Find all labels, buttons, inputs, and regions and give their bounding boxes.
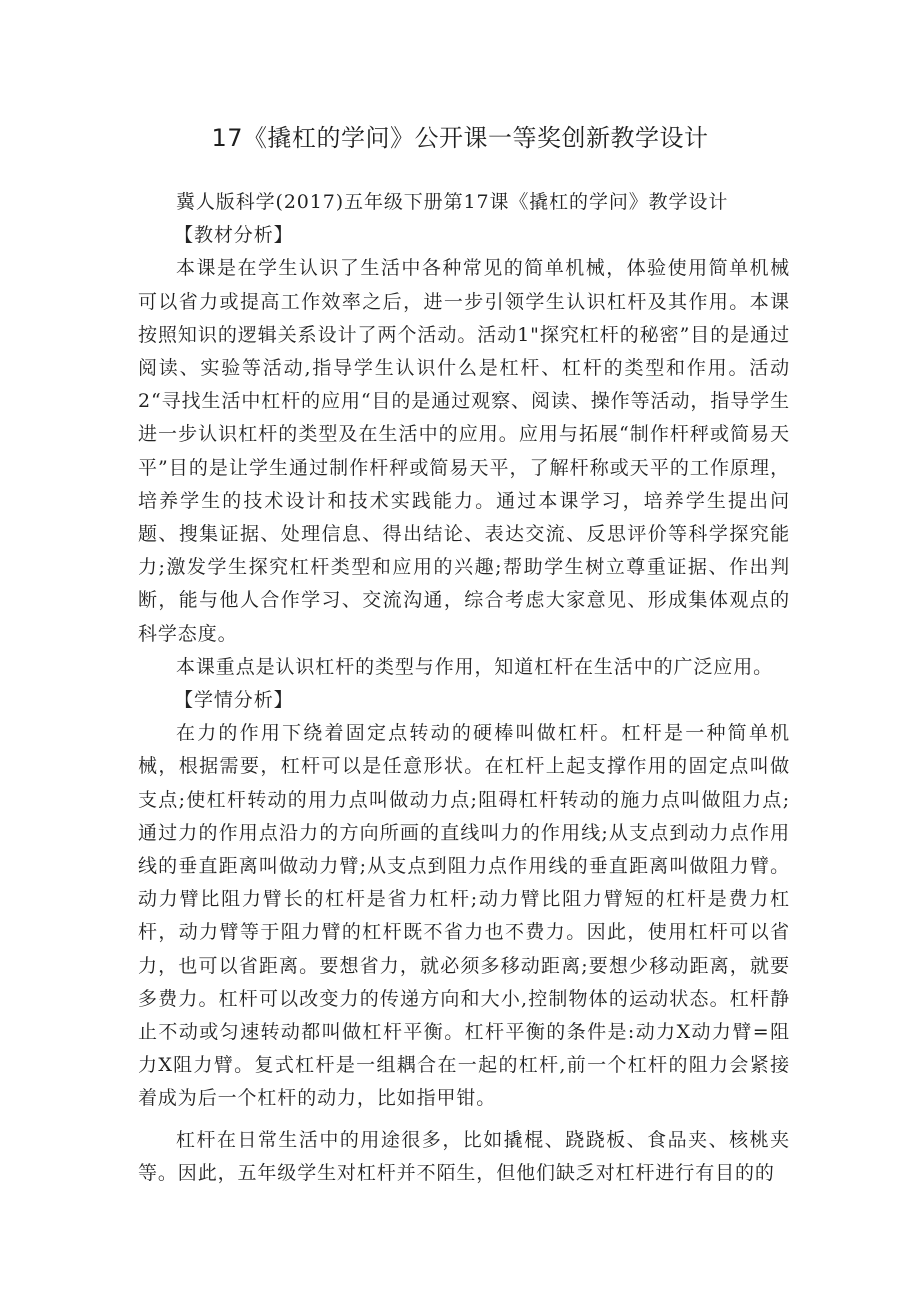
paragraph-lever-daily-use: 杠杆在日常生活中的用途很多，比如撬棍、跷跷板、食品夹、核桃夹等。因此，五年级学生对杠杆并不陌生，但他们缺乏对杠杆进行有目的的 [138,1128,790,1184]
section-heading-student-analysis: 【学情分析】 [174,689,294,712]
document-title: 17《撬杠的学问》公开课一等奖创新教学设计 [211,124,709,152]
paragraph-lever-definition: 在力的作用下绕着固定点转动的硬棒叫做杠杆。杠杆是一种简单机械，根据需要，杠杆可以是任意形状。在杠杆上起支撑作用的固定点叫做支点;使杠杆转动的用力点叫做动力点;阻碍杠杆转动的施力点叫做阻力点;通过力的作用点沿力的方向所画的直线叫力的作用线;从支点到动力点作用线的垂直距离叫做动力臂;从支点到阻力点作用线的垂直距离叫做阻力臂。动力臂比阻力臂长的杠杆是省力杠杆;动力臂比阻力臂短的杠杆是费力杠杆，动力臂等于阻力臂的杠杆既不省力也不费力。因此，使用杠杆可以省力，也可以省距离。要想省力，就必须多移动距离;要想少移动距离，就要多费力。杠杆可以改变力的传递方向和大小,控制物体的运动状态。杠杆静止不动或匀速转动都叫做杠杆平衡。杠杆平衡的条件是:动力X动力臂=阻力X阻力臂。复式杠杆是一组耦合在一起的杠杆,前一个杠杆的阻力会紧接着成为后一个杠杆的动力，比如指甲钳。 [138,722,790,1110]
document-subtitle: 冀人版科学(2017)五年级下册第17课《撬杠的学问》教学设计 [176,191,729,213]
document-body [138,186,790,1190]
paragraph-lesson-focus: 本课重点是认识杠杆的类型与作用，知道杠杆在生活中的广泛应用。 [176,655,774,678]
paragraph-textbook-analysis: 本课是在学生认识了生活中各种常见的简单机械，体验使用简单机械可以省力或提高工作效率之后，进一步引领学生认识杠杆及其作用。本课按照知识的逻辑关系设计了两个活动。活动1"探究杠杆的秘密”目的是通过阅读、实验等活动,指导学生认识什么是杠杆、杠杆的类型和作用。活动2“寻找生活中杠杆的应用“目的是通过观察、阅读、操作等活动，指导学生进一步认识杠杆的类型及在生活中的应用。应用与拓展“制作杆秤或简易天平”目的是让学生通过制作杆秤或简易天平，了解杆称或天平的工作原理，培养学生的技术设计和技术实践能力。通过本课学习，培养学生提出问题、搜集证据、处理信息、得出结论、表达交流、反思评价等科学探究能力;激发学生探究杠杆类型和应用的兴趣;帮助学生树立尊重证据、作出判断，能与他人合作学习、交流沟通，综合考虑大家意见、形成集体观点的科学态度。 [138,257,790,645]
section-heading-textbook-analysis: 【教材分析】 [174,224,294,247]
